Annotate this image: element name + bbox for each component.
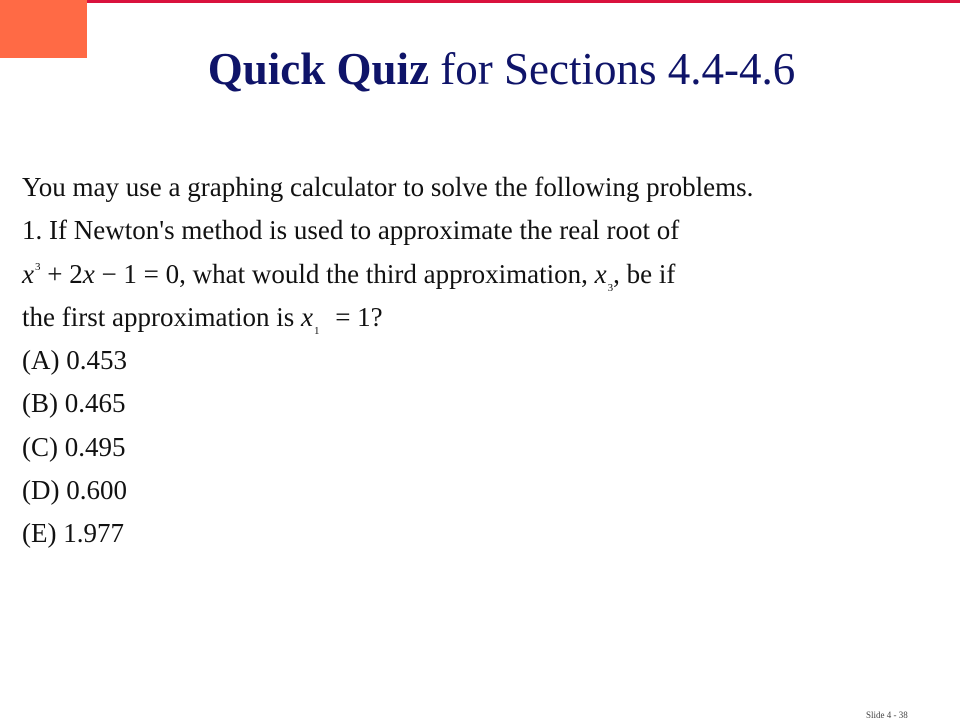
first-approx-sub: 1 <box>313 324 320 337</box>
question-text-1: If Newton's method is used to approximate the real root of <box>49 215 680 246</box>
slide-number: Slide 4 - 38 <box>866 710 908 720</box>
top-rule <box>87 0 960 3</box>
slide-title-bold: Quick Quiz <box>207 44 430 94</box>
question-line-1 <box>22 209 922 252</box>
question-text-2-end: , be if <box>613 258 676 289</box>
equation-tail: − 1 = 0, <box>94 258 186 289</box>
choice-b: (B) 0.465 <box>22 388 126 419</box>
first-approx-var: x <box>300 301 313 332</box>
question-line-2 <box>22 253 922 296</box>
equation-exponent: 3 <box>34 260 41 273</box>
choice-e: (E) 1.977 <box>22 518 124 549</box>
third-approx-sub: 3 <box>607 281 614 294</box>
question-number: 1. <box>22 215 49 246</box>
equation-x: x <box>22 258 34 289</box>
third-approx-var: x <box>594 258 607 289</box>
question-text-2: what would the third approximation, <box>185 258 595 289</box>
question-line-3 <box>22 296 922 339</box>
quiz-content <box>22 166 922 556</box>
choice-c: (C) 0.495 <box>22 431 126 462</box>
first-approx-eq: = 1? <box>328 301 383 332</box>
choice-d: (D) 0.600 <box>22 475 127 506</box>
slide-title <box>0 38 960 100</box>
intro-line: You may use a graphing calculator to solve the following problems. <box>22 172 754 202</box>
slide-title-rest: for Sections 4.4-4.6 <box>429 44 796 94</box>
equation-x2: x <box>82 258 95 289</box>
question-text-3: the first approximation is <box>22 301 301 332</box>
equation-plus: + 2 <box>40 258 83 289</box>
choice-a: (A) 0.453 <box>22 345 127 376</box>
